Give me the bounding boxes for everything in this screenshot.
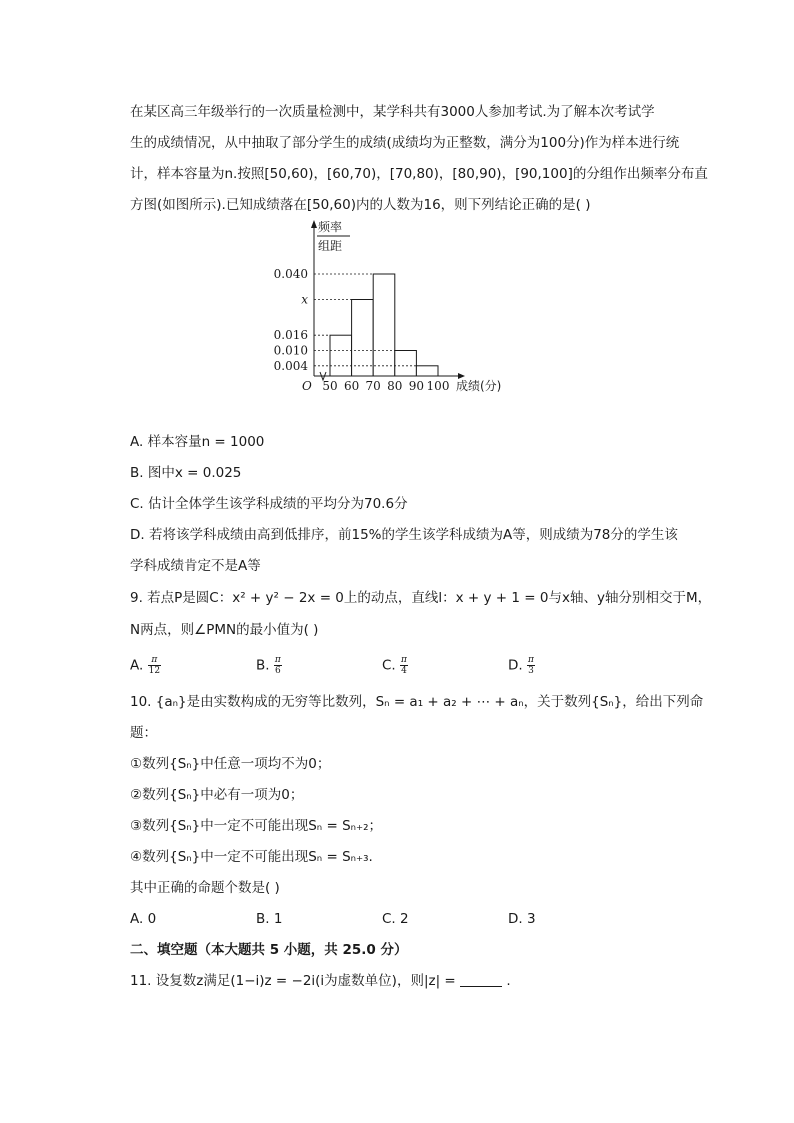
q11-line [130,971,511,991]
x-tick-label: 60 [343,379,360,393]
q9-option-d: D. $\frac{\pi}{3}$ [508,655,534,676]
q11-text: 11. 设复数z满足(1−i)z = −2i(i为虚数单位)，则|z| = [130,973,461,989]
q10-option-a: A. 0 [130,911,157,927]
q10-item-4: ④数列{Sₙ}中一定不可能出现Sₙ = Sₙ₊₃. [130,849,373,865]
histogram-bar-[50,60) [330,335,352,376]
q10-option-b: B. 1 [256,911,283,927]
q10-line-1: 10. {aₙ}是由实数构成的无穷等比数列，Sₙ = a₁ + a₂ + ⋯ + aₙ，关于数列{Sₙ}，给出下列命 [130,694,704,710]
q9-line-1: 9. 若点P是圆C：x² + y² − 2x = 0上的动点，直线l：x + y + 1 = 0与x轴、y轴分别相交于M， [130,590,712,606]
q9-option-a: A. $\frac{\pi}{12}$ [130,655,161,676]
q10-option-c: C. 2 [382,911,409,927]
y-tick-label: x [301,292,308,307]
origin-label: O [302,379,312,393]
histogram-bar-[80,90) [395,351,417,377]
q10-stem: 其中正确的命题个数是( ) [130,880,280,896]
q10-option-d: D. 3 [508,911,536,927]
x-tick-label: 70 [365,379,381,393]
q8-option-c: C. 估计全体学生该学科成绩的平均分为70.6分 [130,496,408,512]
q9-option-c: C. $\frac{\pi}{4}$ [382,655,407,676]
y-axis-arrow [311,220,317,228]
section-heading: 二、填空题（本大题共 5 小题，共 25.0 分） [130,942,408,958]
x-tick-label: 50 [322,379,338,393]
y-tick-label: 0.016 [273,328,308,343]
q8-line-2: 生的成绩情况，从中抽取了部分学生的成绩(成绩均为正整数，满分为100分)作为样本进行统 [130,135,680,151]
x-tick-label: 80 [387,379,403,393]
q8-line-4: 方图(如图所示).已知成绩落在[50,60)内的人数为16，则下列结论正确的是( ) [130,197,591,213]
q10-item-1: ①数列{Sₙ}中任意一项均不为0； [130,756,331,772]
q8-option-d-line-2: 学科成绩肯定不是A等 [130,558,261,574]
q10-item-2: ②数列{Sₙ}中必有一项为0； [130,787,304,803]
histogram-bar-[60,70) [352,300,374,377]
answer-blank [460,972,502,987]
q8-line-1: 在某区高三年级举行的一次质量检测中，某学科共有3000人参加考试.为了解本次考试学 [130,104,655,120]
x-tick-label: 100 [426,379,450,393]
y-label-numerator: 频率 [318,220,343,234]
y-tick-label: 0.010 [273,343,308,358]
q9-line-2: N两点，则∠PMN的最小值为( ) [130,622,319,638]
y-tick-label: 0.004 [273,358,308,373]
histogram-bar-[70,80) [373,274,395,376]
frequency-histogram [0,218,794,418]
x-axis-label: 成绩(分) [456,379,502,393]
q8-option-b: B. 图中x = 0.025 [130,465,242,481]
q8-option-d-line-1: D. 若将该学科成绩由高到低排序，前15%的学生该学科成绩为A等，则成绩为78分的学生该 [130,527,678,543]
histogram-bar-[90,100] [416,366,438,376]
x-tick-label: 90 [408,379,425,393]
y-tick-label: 0.040 [273,267,308,281]
q9-option-b: B. $\frac{\pi}{6}$ [256,655,281,676]
q10-line-2: 题： [130,725,157,741]
y-label-denominator: 组距 [318,239,343,253]
q11-end: . [506,973,511,989]
q8-option-a: A. 样本容量n = 1000 [130,434,265,450]
q10-item-3: ③数列{Sₙ}中一定不可能出现Sₙ = Sₙ₊₂； [130,818,383,834]
q8-line-3: 计，样本容量为n.按照[50,60)，[60,70)，[70,80)，[80,90)，[90,100]的分组作出频率分布直 [130,166,708,182]
